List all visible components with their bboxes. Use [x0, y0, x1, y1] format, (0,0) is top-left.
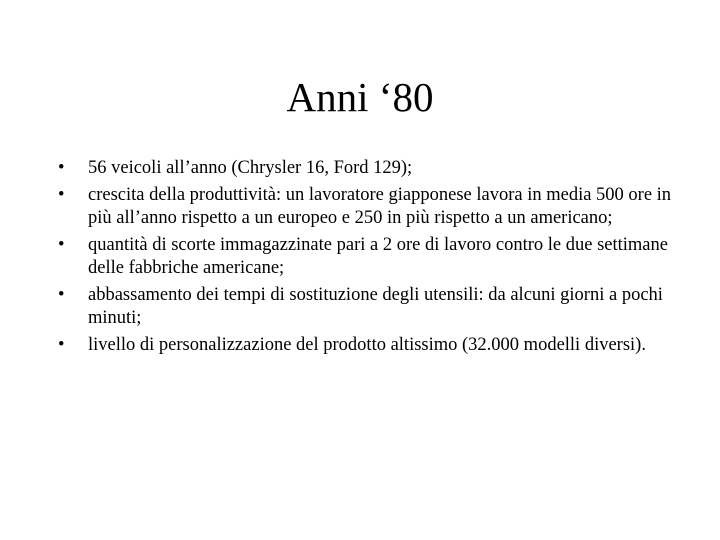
bullet-marker: •: [58, 284, 65, 305]
bullet-text: crescita della produttività: un lavoratore giapponese lavora in media 500 ore in più all’anno rispetto a un europeo e 250 in più rispetto a un americano;: [88, 184, 672, 228]
bullet-text: quantità di scorte immagazzinate pari a 2 ore di lavoro contro le due settimane delle fabbriche americane;: [88, 234, 668, 278]
bullet-marker: •: [58, 184, 65, 205]
bullet-text: 56 veicoli all’anno (Chrysler 16, Ford 129);: [88, 158, 413, 178]
bullet-item: [58, 234, 678, 281]
bullet-marker: •: [58, 334, 65, 355]
bullet-item: [58, 157, 678, 181]
bullet-list: [58, 157, 678, 360]
slide-title: Anni ‘80: [286, 74, 434, 120]
bullet-marker: •: [58, 234, 65, 255]
bullet-text: livello di personalizzazione del prodotto altissimo (32.000 modelli diversi).: [88, 334, 646, 355]
bullet-item: [58, 184, 678, 231]
bullet-item: [58, 284, 678, 331]
bullet-text: abbassamento dei tempi di sostituzione degli utensili: da alcuni giorni a pochi minuti;: [88, 284, 663, 328]
bullet-marker: •: [58, 158, 65, 178]
bullet-item: [58, 334, 678, 358]
